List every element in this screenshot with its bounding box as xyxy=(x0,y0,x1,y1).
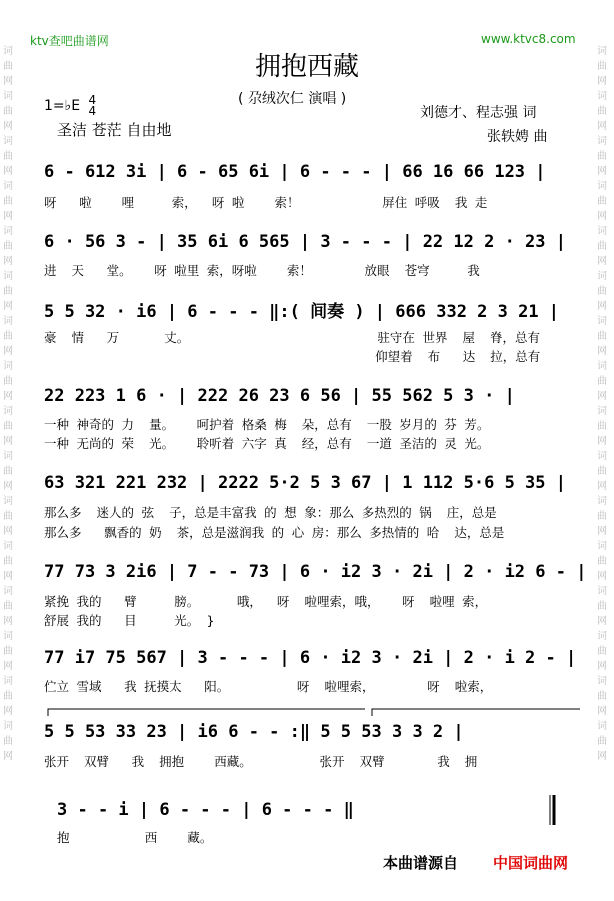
lyric-line-2a: 进 天 堂。 呀 啦里 索，呀啦 索！ 放眼 苍穹 我 xyxy=(44,263,480,278)
notation-line-4: 22 223 1 6 · | 222 26 23 6 56 | 55 562 5 3 · | xyxy=(44,386,515,406)
source-label: 本曲谱源自 xyxy=(383,854,459,872)
lyric-line-5b: 那么多 飘香的 奶 茶，总是滋润我 的 心 房：那么 多热情的 哈 达，总是 xyxy=(44,525,505,540)
site-name-left[interactable]: ktv查吧曲谱网 xyxy=(30,34,109,48)
key-label: 1=♭E xyxy=(44,98,81,114)
lyric-line-4b: 一种 无尚的 荣 光。 聆听着 六字 真 经，总有 一道 圣洁的 灵 光。 xyxy=(44,436,490,451)
site-url-right[interactable]: www.ktvc8.com xyxy=(481,32,576,46)
time-bottom: 4 xyxy=(88,104,97,118)
lyricist-credit: 刘德才、程志强 词 xyxy=(420,105,537,121)
performer-line: ( 尕绒次仁 演唱 ) xyxy=(238,91,347,107)
volta-bracket-first xyxy=(48,709,365,716)
watermark-right: 词曲网词曲网词曲网词曲网词曲网词曲网词曲网词曲网词曲网词曲网词曲网词曲网词曲网词曲网词曲网词曲网 xyxy=(597,46,607,762)
notation-line-2: 6 · 56 3 - | 35 6i 6 565 | 3 - - - | 22 12 2 · 23 | xyxy=(44,232,566,252)
notation-line-7: 77 i7 75 567 | 3 - - - | 6 · i2 3 · 2i | 2 · i 2 - | xyxy=(44,648,577,668)
composer-credit: 张轶娉 曲 xyxy=(487,129,548,145)
lyric-line-6b: 舒展 我的 目 光。 } xyxy=(44,613,215,628)
notation-line-5: 63 321 221 232 | 2222 5·2 5 3 67 | 1 112 5·6 5 35 | xyxy=(44,473,566,493)
notation-line-9: 3 - - i | 6 - - - | 6 - - - ‖ xyxy=(57,800,354,820)
notation-line-1: 6 - 612 3i | 6 - 65 6i | 6 - - - | 66 16 66 123 | xyxy=(44,162,546,182)
watermark-left: 词曲网词曲网词曲网词曲网词曲网词曲网词曲网词曲网词曲网词曲网词曲网词曲网词曲网词曲网词曲网词曲网 xyxy=(3,46,13,762)
style-marking: 圣洁 苍茫 自由地 xyxy=(57,121,172,139)
lyric-line-9a: 抱 西 藏。 xyxy=(57,830,213,845)
notation-line-8: 5 5 53 33 23 | i6 6 - - :‖ 5 5 53 3 3 2 | xyxy=(44,722,464,742)
notation-line-6: 77 73 3 2i6 | 7 - - 73 | 6 · i2 3 · 2i | 2 · i2 6 - | xyxy=(44,562,587,582)
source-name[interactable]: 中国词曲网 xyxy=(493,854,569,872)
lyric-line-4a: 一种 神奇的 力 量。 呵护着 格桑 梅 朵，总有 一股 岁月的 芬 芳。 xyxy=(44,417,490,432)
lyric-line-3b: 仰望着 布 达 拉，总有 xyxy=(44,349,541,364)
lyric-line-5a: 那么多 迷人的 弦 子，总是丰富我 的 想 象：那么 多热烈的 锅 庄，总是 xyxy=(44,505,497,520)
lyric-line-3a: 豪 情 万 丈。 驻守在 世界 屋 脊，总有 xyxy=(44,330,541,345)
lyric-line-1a: 呀 啦 哩 索， 呀 啦 索！ 屏住 呼吸 我 走 xyxy=(44,195,488,210)
lyric-line-8a: 张开 双臂 我 拥抱 西藏。 张开 双臂 我 拥 xyxy=(44,754,478,769)
lyric-line-7a: 伫立 雪域 我 抚摸太 阳。 呀 啦哩索， 呀 啦索， xyxy=(44,679,493,694)
time-top: 4 xyxy=(88,93,97,107)
notation-line-3: 5 5 32 · i6 | 6 - - - ‖:( 间奏 ) | 666 332 2 3 21 | xyxy=(44,302,560,322)
volta-bracket-second xyxy=(372,709,580,716)
song-title: 拥抱西藏 xyxy=(254,52,359,82)
lyric-line-6a: 紧挽 我的 臂 膀。 哦， 呀 啦哩索，哦， 呀 啦哩 索， xyxy=(44,594,488,609)
